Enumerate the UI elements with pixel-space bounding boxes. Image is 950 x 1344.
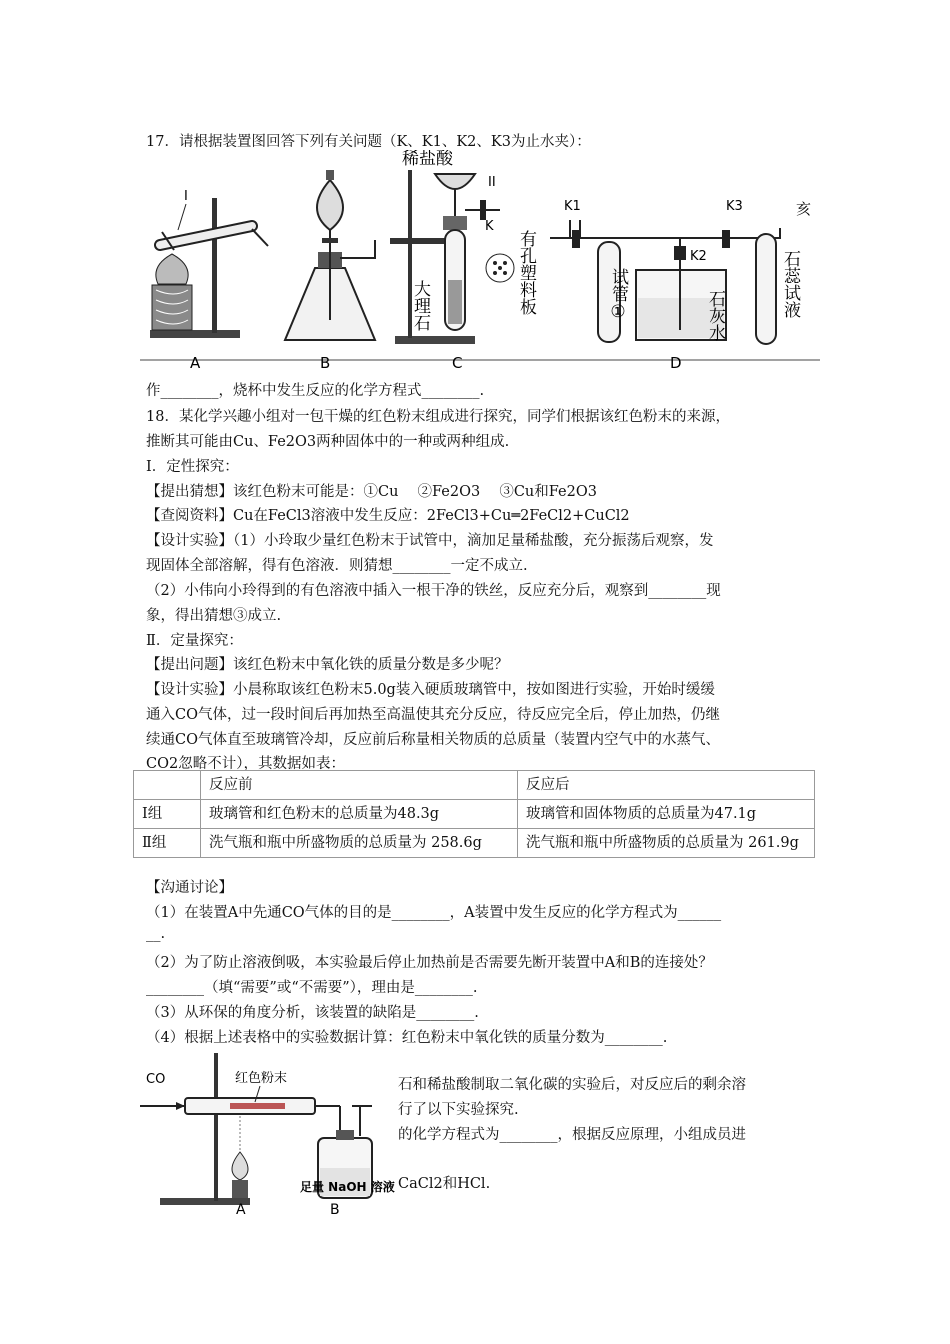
label-a-roman: I bbox=[184, 189, 188, 204]
q18-design-1: 【设计实验】小晨称取该红色粉末5.0g装入硬质玻璃管中，按如图进行实验，开始时缓缓 bbox=[146, 682, 715, 698]
co-apparatus-figure bbox=[140, 1048, 400, 1218]
apparatus-c bbox=[390, 150, 537, 344]
q19-fragment-3: 的化学方程式为________，根据反应原理，小组成员进 bbox=[398, 1127, 746, 1143]
label-d-tube: 试管① bbox=[608, 268, 628, 322]
table-header-cell: 反应后 bbox=[518, 771, 815, 800]
fig2-powder-label: 红色粉末 bbox=[235, 1071, 288, 1086]
q18-section-1: Ⅰ．定性探究： bbox=[146, 459, 239, 475]
data-table bbox=[133, 770, 815, 858]
label-c-k: K bbox=[485, 219, 494, 234]
q18-d2-a: （2）为了防止溶液倒吸，本实验最后停止加热前是否需要先断开装置中A和B的连接处？ bbox=[146, 955, 713, 971]
apparatus-d bbox=[550, 199, 811, 344]
label-c: C bbox=[452, 354, 463, 372]
label-d-cut: 亥 bbox=[796, 200, 812, 218]
label-d-k2: K2 bbox=[690, 249, 707, 264]
label-d: D bbox=[670, 354, 682, 372]
fig2-b-label: B bbox=[330, 1202, 340, 1218]
table-header-cell bbox=[134, 771, 201, 800]
q19-fragment-2: 行了以下实验探究. bbox=[398, 1102, 519, 1118]
label-d-k3: K3 bbox=[726, 199, 743, 214]
label-c-plate: 有孔塑料板 bbox=[516, 230, 536, 315]
q18-design-4: CO2忽略不计），其数据如表： bbox=[146, 756, 345, 772]
q18-discussion: 【沟通讨论】 bbox=[146, 880, 233, 896]
apparatus-a bbox=[150, 189, 268, 338]
table-row bbox=[134, 800, 815, 829]
fig2-a-label: A bbox=[236, 1202, 246, 1218]
table-cell: 洗气瓶和瓶中所盛物质的总质量为 261.9g bbox=[518, 829, 815, 858]
table-header-row bbox=[134, 771, 815, 800]
table-row bbox=[134, 829, 815, 858]
q18-d2-b: ________（填“需要”或“不需要”），理由是________. bbox=[146, 980, 478, 996]
q17-stem: 17．请根据装置图回答下列有关问题（K、K1、K2、K3为止水夹）： bbox=[146, 134, 591, 150]
table-cell: Ⅰ组 bbox=[134, 800, 201, 829]
q18-design-3: 续通CO气体直至玻璃管冷却，反应前后称量相关物质的总质量（装置内空气中的水蒸气、 bbox=[146, 732, 720, 748]
q17-apparatus-figure bbox=[140, 150, 820, 372]
q19-fragment-1: 石和稀盐酸制取二氧化碳的实验后，对反应后的剩余溶 bbox=[398, 1077, 746, 1093]
label-c-solid: 大理石 bbox=[410, 280, 430, 331]
table-cell: Ⅱ组 bbox=[134, 829, 201, 858]
q19-fragment-4: CaCl2和HCl. bbox=[398, 1176, 491, 1192]
label-c-acid: 稀盐酸 bbox=[402, 150, 453, 169]
label-a: A bbox=[190, 354, 201, 372]
q18-d3: （3）从环保的角度分析，该装置的缺陷是________. bbox=[146, 1005, 479, 1021]
q18-section-2: Ⅱ．定量探究： bbox=[146, 633, 243, 649]
label-d-k1: K1 bbox=[564, 199, 581, 214]
q18-stem-1: 18．某化学兴趣小组对一包干燥的红色粉末组成进行探究，同学们根据该红色粉末的来源， bbox=[146, 409, 730, 425]
q18-exp1-a: 【设计实验】（1）小玲取少量红色粉末于试管中，滴加足量稀盐酸，充分振荡后观察，发 bbox=[146, 533, 714, 549]
q18-design-2: 通入CO气体，过一段时间后再加热至高温使其充分反应，待反应完全后，停止加热，仍继 bbox=[146, 707, 720, 723]
q18-stem-2: 推断其可能由Cu、Fe2O3两种固体中的一种或两种组成. bbox=[146, 434, 510, 450]
fig2-co-label: CO bbox=[146, 1072, 166, 1087]
table-cell: 玻璃管和固体物质的总质量为47.1g bbox=[518, 800, 815, 829]
q18-exp2-b: 象，得出猜想③成立. bbox=[146, 608, 282, 624]
q18-exp1-b: 现固体全部溶解，得有色溶液．则猜想________一定不成立. bbox=[146, 558, 528, 574]
q18-d1-a: （1）在装置A中先通CO气体的目的是________，A装置中发生反应的化学方程式为______ bbox=[146, 905, 722, 921]
label-b: B bbox=[320, 354, 331, 372]
apparatus-b bbox=[285, 170, 375, 340]
q18-guess: 【提出猜想】该红色粉末可能是：①Cu ②Fe2O3 ③Cu和Fe2O3 bbox=[146, 484, 597, 500]
table-cell: 洗气瓶和瓶中所盛物质的总质量为 258.6g bbox=[201, 829, 518, 858]
label-c-roman: II bbox=[488, 175, 496, 190]
q18-question: 【提出问题】该红色粉末中氧化铁的质量分数是多少呢？ bbox=[146, 657, 509, 673]
q18-info: 【查阅资料】Cu在FeCl3溶液中发生反应：2FeCl3+Cu═2FeCl2+CuCl2 bbox=[146, 508, 630, 524]
q18-d1-b: __. bbox=[146, 926, 166, 942]
table-header-cell: 反应前 bbox=[201, 771, 518, 800]
fig2-naoh-label: 足量 NaOH 溶液 bbox=[300, 1180, 395, 1194]
q18-exp2-a: （2）小伟向小玲得到的有色溶液中插入一根干净的铁丝，反应充分后，观察到________现 bbox=[146, 583, 721, 599]
q18-d4: （4）根据上述表格中的实验数据计算：红色粉末中氧化铁的质量分数为________. bbox=[146, 1030, 668, 1046]
label-d-lime: 石灰水 bbox=[705, 290, 725, 341]
q17-tail: 作________，烧杯中发生反应的化学方程式________. bbox=[146, 383, 485, 399]
table-cell: 玻璃管和红色粉末的总质量为48.3g bbox=[201, 800, 518, 829]
label-d-litmus: 石蕊试液 bbox=[780, 250, 800, 318]
